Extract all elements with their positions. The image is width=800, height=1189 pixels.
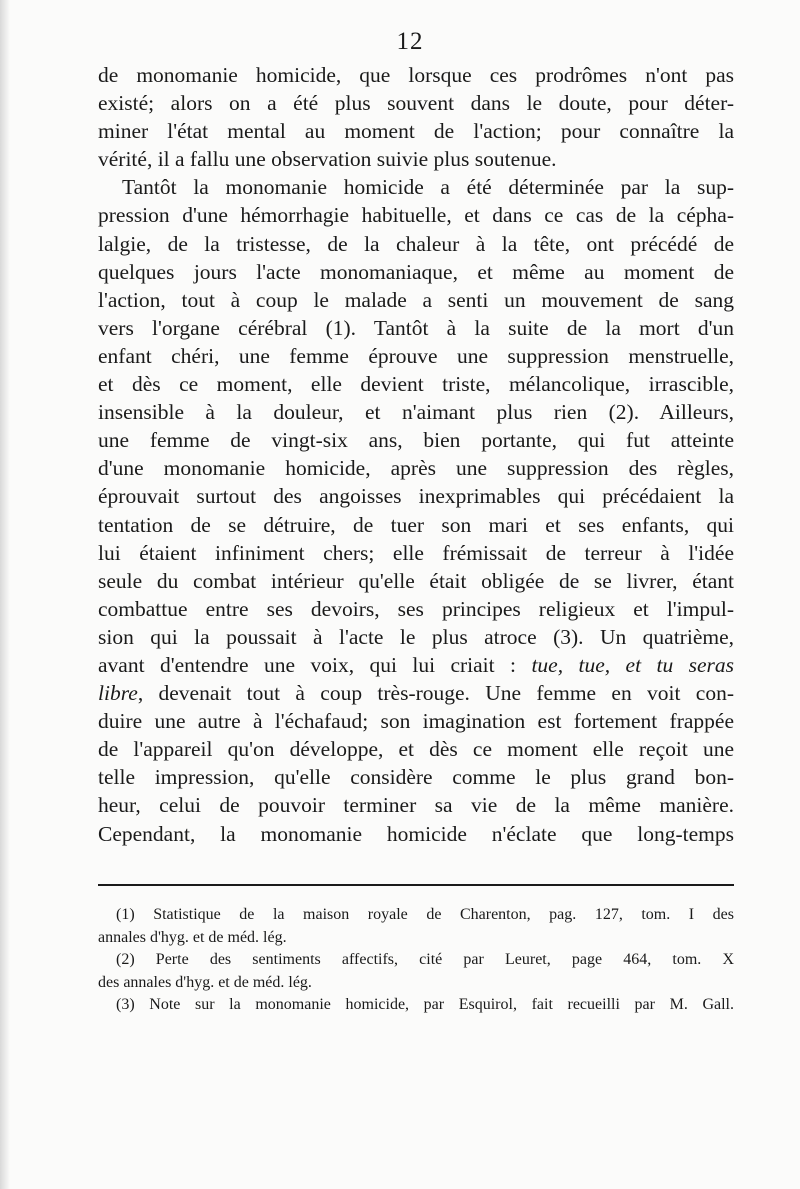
body-line: Cependant, la monomanie homicide n'éclate que long-temps — [98, 821, 734, 846]
body-line-with-italic — [98, 651, 734, 679]
body-line: insensible à la douleur, et n'aimant plus rien (2). Ailleurs, — [98, 400, 734, 425]
body-line: telle impression, qu'elle considère comme le plus grand bon- — [98, 765, 734, 790]
body-line: de monomanie homicide, que lorsque ces prodrômes n'ont pas — [98, 63, 734, 87]
body-line: quelques jours l'acte monomaniaque, et même au moment de — [98, 259, 734, 284]
body-line: et dès ce moment, elle devient triste, mélancolique, irrascible, — [98, 372, 734, 397]
body-line: lalgie, de la tristesse, de la chaleur à la tête, ont précédé de — [98, 231, 734, 256]
body-line: existé; alors on a été plus souvent dans le doute, pour déter- — [98, 91, 734, 116]
body-line-with-italic — [98, 679, 734, 707]
body-line: combattue entre ses devoirs, ses principes religieux et l'impul- — [98, 596, 734, 621]
body-line: enfant chéri, une femme éprouve une suppression menstruelle, — [98, 343, 734, 368]
body-line: d'une monomanie homicide, après une suppression des règles, — [98, 456, 734, 481]
body-line-text: avant d'entendre une voix, qui lui criait : — [98, 652, 517, 677]
body-line: duire une autre à l'échafaud; son imagination est fortement frappée — [98, 709, 734, 734]
body-line: une femme de vingt-six ans, bien portante, qui fut atteinte — [98, 428, 734, 453]
body-line-text: , devenait tout à coup très-rouge. Une femme en voit con- — [137, 681, 734, 706]
body-line: lui étaient infiniment chers; elle frémissait de terreur à l'idée — [98, 540, 734, 565]
body-line: vers l'organe cérébral (1). Tantôt à la suite de la mort d'un — [98, 315, 734, 340]
body-line: l'action, tout à coup le malade a senti un mouvement de sang — [98, 287, 734, 312]
footnote-line: (1) Statistique de la maison royale de Charenton, pag. 127, tom. I des — [116, 906, 734, 923]
italic-quote-end: libre — [98, 681, 138, 706]
body-line: vérité, il a fallu une observation suivie plus soutenue. — [98, 147, 557, 172]
body-line: sion qui la poussait à l'acte le plus atroce (3). Un quatrième, — [98, 624, 734, 649]
body-line: de l'appareil qu'on développe, et dès ce moment elle reçoit une — [98, 737, 734, 762]
footnotes — [98, 904, 734, 1017]
page-number: 12 — [396, 28, 424, 55]
footnote-line: des annales d'hyg. et de méd. lég. — [98, 973, 312, 991]
body-line: éprouvait surtout des angoisses inexprimables qui précédaient la — [98, 484, 734, 509]
body-line: Tantôt la monomanie homicide a été déterminée par la sup- — [122, 175, 734, 200]
body-line: seule du combat intérieur qu'elle était obligée de se livrer, étant — [98, 568, 734, 593]
body-line: tentation de se détruire, de tuer son mari et ses enfants, qui — [98, 512, 734, 537]
footnote-line: (2) Perte des sentiments affectifs, cité par Leuret, page 464, tom. X — [116, 951, 734, 968]
footnote-line: annales d'hyg. et de méd. lég. — [98, 928, 287, 946]
italic-quote: tue, tue, et tu seras — [531, 652, 734, 677]
scan-edge-shadow — [0, 0, 10, 1189]
body-line: pression d'une hémorrhagie habituelle, et dans ce cas de la cépha- — [98, 203, 734, 228]
body-line: heur, celui de pouvoir terminer sa vie de la même manière. — [98, 793, 734, 818]
body-line: miner l'état mental au moment de l'action; pour connaître la — [98, 119, 734, 144]
footnote-line: (3) Note sur la monomanie homicide, par Esquirol, fait recueilli par M. Gall. — [116, 996, 734, 1013]
body-text — [98, 61, 734, 848]
footnote-divider — [98, 884, 734, 886]
